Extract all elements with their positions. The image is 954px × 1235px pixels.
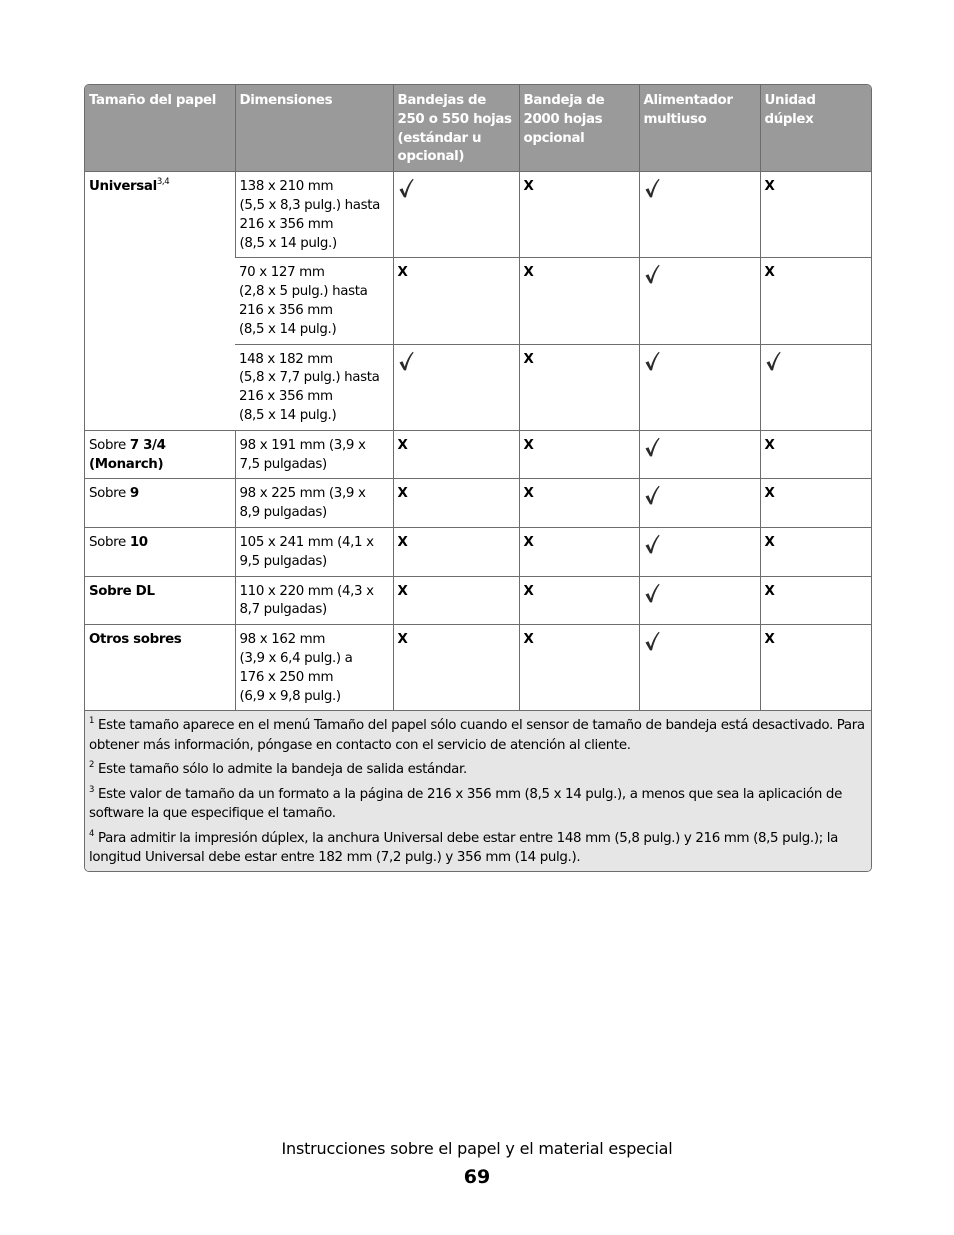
size-cell xyxy=(85,576,235,625)
checkmark-icon xyxy=(765,360,781,375)
checkmark-icon xyxy=(398,187,414,202)
not-supported-mark: X xyxy=(764,583,775,599)
not-supported-mark: X xyxy=(397,583,408,599)
dimension-line: (8,5 x 14 pulg.) xyxy=(239,235,337,251)
dimension-line: 216 x 356 mm xyxy=(239,302,333,318)
mark-cell xyxy=(519,430,639,479)
size-cell xyxy=(85,625,235,711)
table-row xyxy=(85,172,871,258)
not-supported-mark: X xyxy=(764,632,775,648)
mark-cell xyxy=(760,479,871,528)
checkmark-icon xyxy=(644,187,660,202)
mark-cell xyxy=(519,527,639,576)
dimension-line: (8,5 x 14 pulg.) xyxy=(239,321,337,337)
header-trays-250-550: Bandejas de 250 o 550 hojas (estándar u opcional) xyxy=(393,85,519,172)
dimension-line: (5,8 x 7,7 pulg.) hasta xyxy=(239,370,380,386)
dimension-line: 138 x 210 mm xyxy=(239,179,334,195)
dimensions-cell xyxy=(235,625,393,711)
mark-cell xyxy=(639,344,760,430)
paper-size-table-container xyxy=(84,84,872,872)
mark-cell xyxy=(519,625,639,711)
not-supported-mark: X xyxy=(764,486,775,502)
not-supported-mark: X xyxy=(397,265,408,281)
not-supported-mark: X xyxy=(764,437,775,453)
dimension-line: 176 x 250 mm xyxy=(239,669,334,685)
not-supported-mark: X xyxy=(523,632,534,648)
mark-cell xyxy=(639,479,760,528)
footnote-3: $^3$ Este valor de tamaño da un formato a la página de 216 x 356 mm (8,5 x 14 pulg.), a menos que sea la aplicación de software la que especifique el tamaño. xyxy=(89,784,842,822)
size-cell xyxy=(85,479,235,528)
page-number: 69 xyxy=(463,1166,491,1188)
not-supported-mark: X xyxy=(523,534,534,550)
header-tray-2000: Bandeja de 2000 hojas opcional xyxy=(519,85,639,172)
dimension-line: (8,5 x 14 pulg.) xyxy=(239,407,337,423)
checkmark-icon xyxy=(644,640,660,655)
mark-cell xyxy=(519,576,639,625)
mark-cell xyxy=(639,172,760,258)
table-row xyxy=(85,527,871,576)
dimensions-cell xyxy=(235,172,393,258)
size-label: Sobre DL xyxy=(89,583,155,599)
not-supported-mark: X xyxy=(397,486,408,502)
size-prefix: Sobre xyxy=(89,437,130,453)
checkmark-icon xyxy=(398,360,414,375)
not-supported-mark: X xyxy=(397,437,408,453)
dimension-line: 216 x 356 mm xyxy=(239,389,333,405)
not-supported-mark: X xyxy=(764,265,775,281)
header-duplex-unit: Unidad dúplex xyxy=(760,85,871,172)
dimension-line: 216 x 356 mm xyxy=(239,216,334,232)
mark-cell xyxy=(639,576,760,625)
size-cell-universal xyxy=(85,172,235,431)
size-cell xyxy=(85,430,235,479)
mark-cell xyxy=(393,172,519,258)
mark-cell xyxy=(393,258,519,344)
not-supported-mark: X xyxy=(523,486,534,502)
size-label: Universal xyxy=(89,179,157,195)
not-supported-mark: X xyxy=(397,534,408,550)
checkmark-icon xyxy=(644,494,660,509)
dimensions-cell xyxy=(235,344,393,430)
mark-cell xyxy=(393,479,519,528)
size-label: 9 xyxy=(129,486,139,502)
dimension-line: (6,9 x 9,8 pulg.) xyxy=(239,688,341,704)
mark-cell xyxy=(760,625,871,711)
header-multipurpose-feeder: Alimentador multiuso xyxy=(639,85,760,172)
not-supported-mark: X xyxy=(523,437,534,453)
dimension-line: 98 x 162 mm xyxy=(239,632,326,648)
table-row xyxy=(85,479,871,528)
mark-cell xyxy=(760,430,871,479)
mark-cell xyxy=(639,258,760,344)
dimensions-cell xyxy=(235,430,393,479)
mark-cell xyxy=(393,344,519,430)
footnote-1: $^1$ Este tamaño aparece en el menú Tamaño del papel sólo cuando el sensor de tamaño de bandeja está desactivado. Para obtener más información, póngase en contacto con el servicio de atención al cliente. xyxy=(89,716,865,753)
mark-cell xyxy=(639,430,760,479)
size-label: Otros sobres xyxy=(89,632,182,648)
size-cell xyxy=(85,527,235,576)
mark-cell xyxy=(519,172,639,258)
mark-cell xyxy=(760,527,871,576)
dimensions-cell xyxy=(235,527,393,576)
mark-cell xyxy=(639,625,760,711)
not-supported-mark: X xyxy=(523,265,534,281)
mark-cell xyxy=(760,344,871,430)
paper-size-table xyxy=(85,85,871,871)
checkmark-icon xyxy=(644,446,660,461)
footnotes-cell xyxy=(85,711,871,871)
checkmark-icon xyxy=(644,273,660,288)
footnote-2: $^2$ Este tamaño sólo lo admite la bandeja de salida estándar. xyxy=(89,760,467,778)
dimensions-cell xyxy=(235,479,393,528)
size-prefix: Sobre xyxy=(89,486,130,502)
footnote-ref: 3,4 xyxy=(156,177,170,188)
mark-cell xyxy=(639,527,760,576)
dimension-line: 110 x 220 mm (4,3 x 8,7 pulgadas) xyxy=(239,583,374,618)
dimension-line: 105 x 241 mm (4,1 x 9,5 pulgadas) xyxy=(239,534,374,569)
dimension-line: (5,5 x 8,3 pulg.) hasta xyxy=(239,197,381,213)
not-supported-mark: X xyxy=(523,179,534,195)
mark-cell xyxy=(393,576,519,625)
mark-cell xyxy=(393,625,519,711)
checkmark-icon xyxy=(644,543,660,558)
dimension-line: 148 x 182 mm xyxy=(239,351,333,367)
header-paper-size: Tamaño del papel xyxy=(85,85,235,172)
mark-cell xyxy=(393,430,519,479)
not-supported-mark: X xyxy=(523,351,534,367)
table-row xyxy=(85,430,871,479)
mark-cell xyxy=(760,576,871,625)
table-row xyxy=(85,576,871,625)
mark-cell xyxy=(760,258,871,344)
mark-cell xyxy=(519,344,639,430)
dimensions-cell xyxy=(235,258,393,344)
dimension-line: (3,9 x 6,4 pulg.) a xyxy=(239,650,353,666)
not-supported-mark: X xyxy=(764,179,775,195)
dimension-line: 98 x 191 mm (3,9 x 7,5 pulgadas) xyxy=(239,437,366,472)
table-header-row xyxy=(85,85,871,172)
mark-cell xyxy=(760,172,871,258)
size-label: 10 xyxy=(129,534,148,550)
table-row xyxy=(85,625,871,711)
checkmark-icon xyxy=(644,592,660,607)
footnotes-row xyxy=(85,711,871,871)
not-supported-mark: X xyxy=(397,632,408,648)
size-prefix: Sobre xyxy=(89,534,130,550)
header-dimensions: Dimensiones xyxy=(235,85,393,172)
footer-title: Instrucciones sobre el papel y el material especial xyxy=(281,1139,673,1158)
checkmark-icon xyxy=(644,360,660,375)
dimension-line: (2,8 x 5 pulg.) hasta xyxy=(239,284,368,300)
mark-cell xyxy=(519,479,639,528)
footnote-4: $^4$ Para admitir la impresión dúplex, la anchura Universal debe estar entre 148 mm (5,8 pulg.) y 216 mm (8,5 pulg.); la longitud Universal debe estar entre 182 mm (7,2 pulg.) y 356 mm (14 pulg.). xyxy=(89,828,839,866)
dimension-line: 98 x 225 mm (3,9 x 8,9 pulgadas) xyxy=(239,486,366,521)
size-label: 7 3/4 (Monarch) xyxy=(89,437,166,472)
mark-cell xyxy=(393,527,519,576)
not-supported-mark: X xyxy=(523,583,534,599)
dimension-line: 70 x 127 mm xyxy=(239,265,325,281)
dimensions-cell xyxy=(235,576,393,625)
not-supported-mark: X xyxy=(764,534,775,550)
mark-cell xyxy=(519,258,639,344)
